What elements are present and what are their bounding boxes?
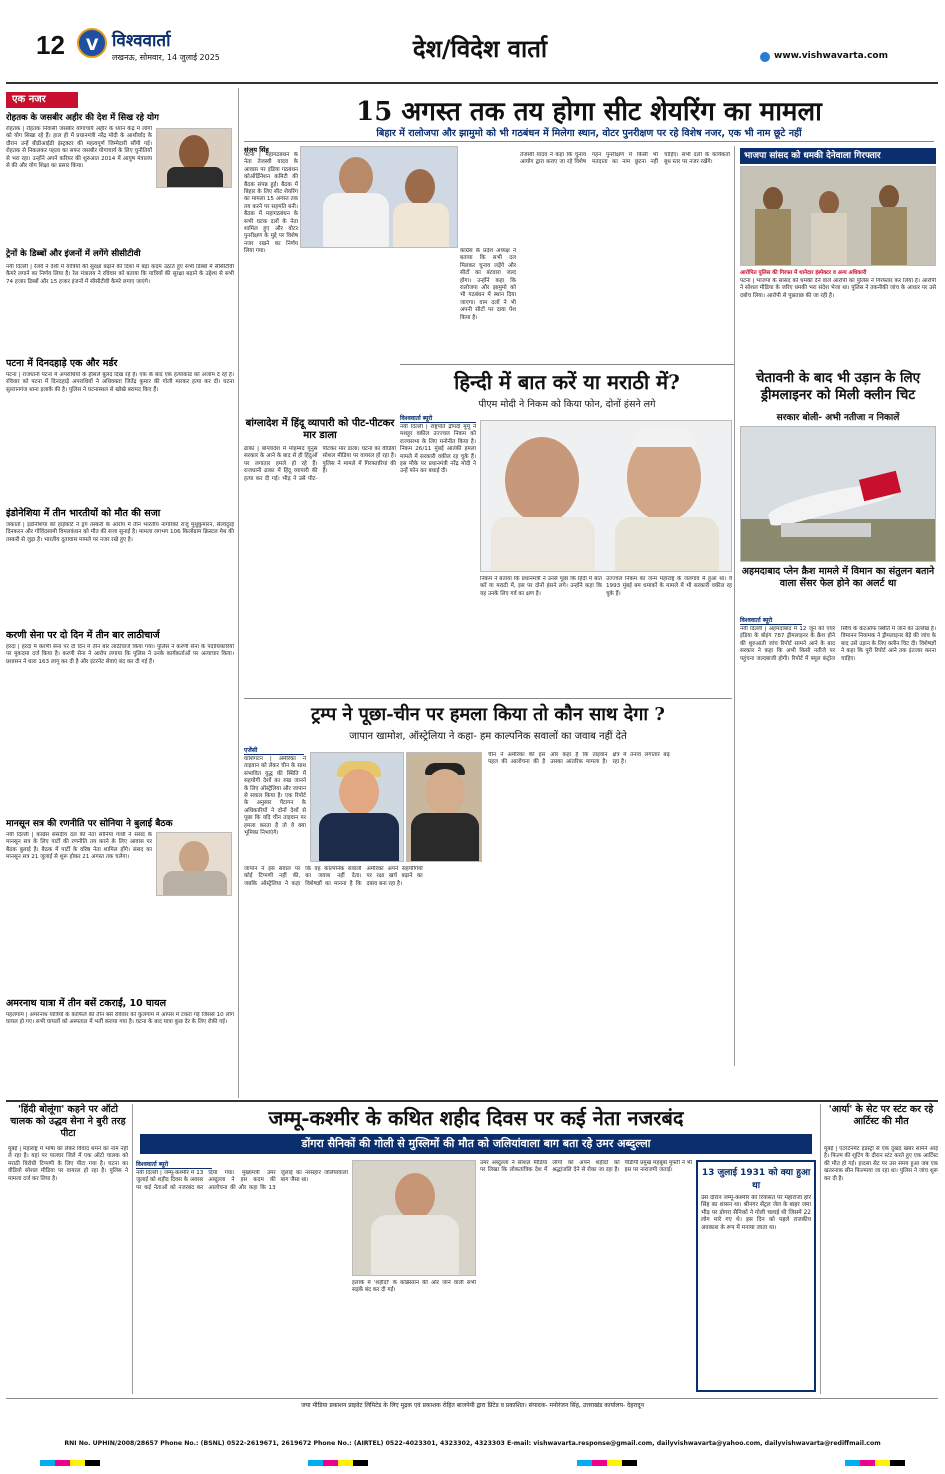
plane-wreck-photo: [740, 426, 936, 562]
story-4-body: जकार्ता | इंडोनेशिया की हाईकोर्ट ने ड्रग तस्करी के आरोप में तीन भारतीय नागरिकों राजू मुथुकुमारन, सेल्वदुरई दिनकरन और गोविंदसामी विमलकंधन को मौत की सजा सुनाई है। मामला लगभग 106 किलोग्राम क्रिस्टल मेथ की तस्करी से जुड़ा है। भारतीय दूतावास मामले पर नजर रखे हुए है।: [6, 522, 234, 543]
registration-marks: [0, 1460, 945, 1468]
story-4-headline: इंडोनेशिया में तीन भारतीयों को मौत की सजा: [6, 508, 161, 519]
lead-byline: संजय सिंह: [244, 146, 269, 154]
story-5-body: हरदा | हरदा में करणी सेना पर दो दिन में तीन बार लाठीचार्ज किया गया। पुलिस ने करणी सेना के पदाधिकारियों पर मुकदमा दर्ज किया है। करणी सेना ने आरोप लगाया कि पुलिस ने उनके कार्यकर्ताओं पर अत्याचार किया। प्रशासन ने धारा 163 लागू कर दी है और इंटरनेट सेवाएं बंद कर दी गई हैं।: [6, 644, 234, 665]
story-2-body: नयी दिल्ली | रेलवे ने देशी में यात्रियों की सुरक्षा बढ़ाने की दिशा में बड़ा कदम उठाते हुए सभी डिब्बों में सीसीटीवी कैमरे लगाने का निर्णय लिया है। रेल मंत्रालय ने रविवार को बताया कि यात्रियों की सुरक्षा बढ़ाने के उद्देश्य से सभी 74 हजार डिब्बों और 15 हजार इंजनों में सीसीटीवी कैमरे लगाए जाएंगे।: [6, 264, 234, 285]
logo-icon: V: [77, 28, 107, 58]
auto-driver-headline: 'हिंदी बोलूंगा' कहने पर ऑटो चालक को उद्धव सेना ने बुरी तरह पीटा: [10, 1104, 126, 1139]
story-7-body: पहलगाम | अमरनाथ यात्रियों के काफिले की तीन बसें रविवार को कुलगाम में आपस में टकरा गईं जिससे 10 लोग घायल हो गए। सभी घायलों को अस्पताल में भर्ती कराया गया है। घटना के बाद यात्रा कुछ देर के लिए रोकी गई।: [6, 1012, 234, 1026]
trump-deck: जापान खामोश, ऑस्ट्रेलिया ने कहा- हम काल्पनिक सवालों का जवाब नहीं देते: [349, 731, 627, 742]
trump-body-3: चीन ने अमेरिका की इस पहल की आलोचना की है और कहा है कि ताइवान उसका आंतरिक मामला है। क्षेत्र में तनाव लगातार बढ़ रहा है।: [488, 752, 670, 766]
history-box-headline: 13 जुलाई 1931 को क्या हुआ था: [701, 1168, 811, 1191]
hindi-agency: विश्ववार्ता ब्यूरो: [400, 414, 476, 423]
hindi-body-1: नयी दिल्ली | राष्ट्रपति द्रौपदी मुर्मू ने मशहूर वकील उज्ज्वल निकम को राज्यसभा के लिए मनोनीत किया है। निकम 26/11 मुंबई आतंकी हमला मामले में सरकारी वकील रह चुके हैं। इस मौके पर प्रधानमंत्री नरेंद्र मोदी ने उन्हें फोन कर बधाई दी।: [400, 424, 476, 475]
arrest-photo: [740, 166, 936, 266]
arrest-caption: आरोपित पुलिस की गिरफ्त में थानेदार इंस्पेक्टर व अन्य अधिकारी: [740, 270, 867, 276]
section-title: देश/विदेश वार्ता: [412, 35, 548, 63]
trump-body-2: जापान ने इस सवाल पर कोई टिप्पणी नहीं की, जबकि ऑस्ट्रेलिया ने कहा कि वह काल्पनिक सवालों का जवाब नहीं देता। विशेषज्ञों का मानना है कि अमेरिका अपने सहयोगियों पर रक्षा खर्च बढ़ाने का दबाव बना रहा है।: [244, 866, 423, 887]
jk-agency: विश्ववार्ता ब्यूरो: [136, 1160, 212, 1169]
hindi-body-2: निकम ने बताया कि प्रधानमंत्री ने उनसे पूछा कि हिंदी में बात करें या मराठी में, इस पर दोनों हंसने लगे। उन्होंने कहा कि यह उनके लिए गर्व का क्षण है।: [480, 576, 602, 597]
bangladesh-headline: बांग्लादेश में हिंदू व्यापारी को पीट-पीटकर मार डाला: [245, 418, 395, 441]
masthead: [0, 0, 945, 82]
story-1-body: रोहतक | रोहतक निवासी जसबीर योगाचार्य अहीर के ध्यान केंद्र में लोगों को योग सिखा रहे हैं। हाल ही में प्रधानमंत्री नरेंद्र मोदी के आशीर्वाद के दौरान उन्हें बीडीआईडी इंस्ट्रक्टर की महत्वपूर्ण जिम्मेदारी सौंपी गई। रोहतक से निकलकर पहला का सफर जसबीर योगाचार्य के लिए चुनौतियों से भरा रहा। उन्होंने अपने करियर की शुरुआत 2014 में आयुष मंत्रालय से की और योग शिक्षा का प्रसार किया।: [6, 126, 152, 170]
plane-headline: चेतावनी के बाद भी उड़ान के लिए ड्रीमलाइनर को मिली क्लीन चिट: [755, 370, 921, 403]
jk-body-1: नयी दिल्ली | जम्मू-कश्मीर में 13 जुलाई को शहीद दिवस के अवसर पर कई नेताओं को नजरबंद कर दिया गया। मुख्यमंत्री उमर अब्दुल्ला ने इस कदम की आलोचना की और कहा कि 13 जुलाई का नरसंहार जलियांवाला बाग जैसा था।: [136, 1170, 348, 1191]
footer-contact: RNI No. UPHIN/2008/28657 Phone No.: (BSNL) 0522-2619671, 2619672 Phone No.: (AIRTEL) 0522-4023301, 4323302, 4323303 E-mail: vishwavarta.response@gmail.com, dailyvishwavarta@yahoo.com, dailyvishwavarta@rediffmail.com: [64, 1440, 881, 1447]
sonia-gandhi-photo: [156, 832, 232, 896]
footer-imprint: जया मीडिया प्रकाशन प्राइवेट लिमिटेड के लिए मुद्रक एवं प्रकाशक रोहित बाजपेयी द्वारा प्रिंटेड व प्रकाशित। संपादक- मनोरंजन सिंह, उत्तराखंड कार्यालय- देहरादून: [301, 1402, 644, 1409]
omar-abdullah-photo: [352, 1160, 476, 1276]
plane-deck: सरकार बोली- अभी नतीजा न निकालें: [776, 413, 900, 423]
story-2-headline: ट्रेनों के डिब्बों और इंजनों में लगेंगे सीसीटीवी: [6, 249, 141, 259]
paper-name: विश्ववार्ता: [112, 31, 171, 51]
website-link[interactable]: www.vishwavarta.com: [774, 51, 888, 61]
aarya-headline: 'आर्या' के सेट पर स्टंट कर रहे आर्टिस्ट की मौत: [828, 1104, 934, 1127]
lead-headline: 15 अगस्त तक तय होगा सीट शेयरिंग का मामला: [356, 97, 822, 127]
aarya-body: मुंबई | एंटरटेनमेंट इंडस्ट्री से एक दुखद खबर सामने आई है। फिल्म की शूटिंग के दौरान स्टंट करते हुए एक आर्टिस्ट की मौत हो गई। हादसा सेट पर उस समय हुआ जब एक खतरनाक सीन फिल्माया जा रहा था। पुलिस ने जांच शुरू कर दी है।: [824, 1146, 938, 1182]
hindi-deck: पीएम मोदी ने निकम को किया फोन, दोनों हंसने लगे: [478, 399, 656, 410]
globe-icon: [760, 52, 770, 62]
trump-headline: ट्रम्प ने पूछा-चीन पर हमला किया तो कौन साथ देगा ?: [311, 704, 665, 725]
jk-deck: डोंगरा सैनिकों की गोली से मुस्लिमों की मौत को जलियांवाला बाग बता रहे उमर अब्दुल्ला: [140, 1134, 812, 1154]
story-6-headline: मानसून सत्र की रणनीति पर सोनिया ने बुलाई बैठक: [6, 819, 173, 829]
story-3-body: पटना | राजधानी पटना में अपराधियों के हौसले बुलंद दिख रहे हैं। एक के बाद एक हत्याकांड को अंजाम दे रहे हैं। रविवार को पटना में दिनदहाड़े अपराधियों ने अधिवक्ता जितेंद्र कुमार की गोली मारकर हत्या कर दी। घटना सुल्तानगंज थाना इलाके की है। पुलिस ने घटनास्थल से खोखे बरामद किए हैं।: [6, 372, 234, 393]
jk-headline: जम्मू-कश्मीर के कथित शहीद दिवस पर कई नेता नजरबंद: [268, 1106, 684, 1130]
auto-driver-body: मुंबई | महाराष्ट्र में भाषा को लेकर विवाद थमने का नाम नहीं ले रहा है। यहां पर पालघर जिले में एक ऑटो चालक को मराठी विरोधी टिप्पणी के लिए पीटा गया है। घटना का वीडियो सोशल मीडिया पर वायरल हो रहा है। पुलिस ने मामला दर्ज कर लिया है।: [8, 1146, 128, 1182]
page-number: 12: [36, 30, 65, 60]
story-5-headline: करणी सेना पर दो दिन में तीन बार लाठीचार्ज: [6, 630, 160, 641]
story-1-photo: [156, 128, 232, 188]
lead-body-col-2: कांग्रेस के प्रदेश अध्यक्ष ने बताया कि सभी दल मिलकर चुनाव लड़ेंगे और सीटों का बंटवारा जल्द होगा। उन्होंने कहा कि रालोजपा और झामुमो को भी गठबंधन में स्थान दिया जाएगा। वाम दलों ने भी अपनी सीटों पर दावा पेश किया है।: [460, 248, 516, 321]
history-box: [696, 1160, 816, 1392]
lead-deck: बिहार में रालोजपा और झामुमो को भी गठबंधन में मिलेगा स्थान, वोटर पुनरीक्षण पर रहे विशेष नजर, एक भी नाम छूटे नहीं: [376, 128, 802, 139]
story-3-headline: पटना में दिनदहाड़े एक और मर्डर: [6, 358, 118, 369]
story-1-headline: रोहतक के जसबीर अहीर की देश में सिख रहे योग: [6, 113, 159, 123]
trump-agency: एजेंसी: [244, 746, 304, 755]
omar-photo-caption: इलाके में 'शहीदों' के कब्रिस्तान की ओर जाने वाली सभी सड़कें बंद कर दी गईं।: [352, 1280, 476, 1294]
hindi-caption: उज्ज्वल निकम का जन्म महाराष्ट्र के जलगांव में हुआ था। वे 1993 मुंबई बम धमाकों के मामले में भी सरकारी वकील रह चुके हैं।: [606, 576, 732, 597]
story-7-headline: अमरनाथ यात्रा में तीन बसें टकराईं, 10 घायल: [6, 998, 167, 1009]
bangladesh-body: ढाका | बांग्लादेश में मोहम्मद यूनुस सरकार के आने के बाद से ही हिंदुओं पर लगातार हमले हो रहे हैं। राजधानी ढाका में हिंदू व्यापारी की हत्या कर दी गई। भीड़ ने उसे पीट-पीटकर मार डाला। घटना का वीडियो सोशल मीडिया पर वायरल हो रहा है। पुलिस ने मामले में गिरफ्तारियां की हैं।: [244, 446, 396, 482]
lead-body-col-3: तेजस्वी यादव ने कहा कि चुनाव आयोग द्वारा कराए जा रहे विशेष गहन पुनरीक्षण में किसी भी मतदाता का नाम छूटना नहीं चाहिए। सभी दलों के कार्यकर्ता बूथ स्तर पर नजर रखेंगे।: [520, 152, 730, 166]
lead-body-col-1: पटना | महागठबंधन के नेता तेजस्वी यादव के आवास पर इंडिया गठबंधन कोऑर्डिनेशन कमिटी की बैठक संपन्न हुई। बैठक में बिहार के लिए सीट शेयरिंग का मामला 15 अगस्त तक तय करने पर सहमति बनी। बैठक में महागठबंधन के सभी घटक दलों के नेता शामिल हुए और वोटर पुनरीक्षण के मुद्दे पर विशेष नजर रखने का निर्णय लिया गया।: [244, 152, 298, 255]
left-column: [6, 88, 234, 1098]
story-6-body: नयी दिल्ली | कांग्रेस संसदीय दल की नेता सोनिया गांधी ने संसद के मानसून सत्र के लिए पार्टी की रणनीति तय करने के लिए आवास पर बैठक बुलाई है। बैठक में पार्टी के वरिष्ठ नेता शामिल होंगे। संसद का मानसून सत्र 21 जुलाई से शुरू होकर 21 अगस्त तक चलेगा।: [6, 832, 152, 861]
plane-body: नयी दिल्ली | अहमदाबाद में 12 जून को एयर इंडिया के बोइंग 787 ड्रीमलाइनर के क्रैश होने की शुरुआती जांच रिपोर्ट सामने आने के बाद सरकार ने कहा कि अभी किसी नतीजे पर पहुंचना जल्दबाजी होगी। रिपोर्ट में फ्यूल कंट्रोल स्विच के कटऑफ स्थिति में जाने का उल्लेख है। विमानन नियामक ने ड्रीमलाइनर बेड़े की जांच के बाद उसे उड़ान के लिए क्लीन चिट दी। विशेषज्ञों ने कहा कि पूरी रिपोर्ट आने तक इंतजार करना चाहिए।: [740, 626, 936, 662]
plane-subhead: अहमदाबाद प्लेन क्रैश मामले में विमान का संतुलन बताने वाला सेंसर फेल होने का अलर्ट था: [741, 566, 935, 589]
nikam-modi-photo: [480, 420, 732, 572]
dateline: लखनऊ, सोमवार, 14 जुलाई 2025: [112, 53, 220, 62]
arrest-body: पटना | भाजपा के सांसद को धमकी देने वाले आरोपी को पुलिस ने गिरफ्तार कर लिया है। आरोपी ने सोशल मीडिया के जरिए धमकी भरा संदेश भेजा था। पुलिस ने तकनीकी जांच के आधार पर उसे दबोच लिया। आरोपी से पूछताछ की जा रही है।: [740, 278, 936, 299]
xi-jinping-photo: [406, 752, 482, 862]
arrest-headline: भाजपा सांसद को धमकी देनेवाला गिरफ्तार: [740, 148, 936, 164]
hindi-headline: हिन्दी में बात करें या मराठी में?: [454, 370, 680, 394]
history-box-body: उस दौरान जम्मू-कश्मीर की रियासत पर महाराजा हरि सिंह का शासन था। श्रीनगर सेंट्रल जेल के बाहर जमा भीड़ पर डोगरा सैनिकों ने गोली चलाई थी जिसमें 22 लोग मारे गए थे। इस दिन को पहले राजकीय अवकाश के रूप में मनाया जाता था।: [701, 1195, 811, 1231]
lead-photo: [300, 146, 458, 248]
trump-photo: [310, 752, 404, 862]
plane-agency: विश्ववार्ता ब्यूरो: [740, 616, 802, 625]
trump-body-1: वाशिंगटन | अमेरिका ने ताइवान को लेकर चीन के साथ संभावित युद्ध की स्थिति में सहयोगी देशों का रुख जानने के लिए ऑस्ट्रेलिया और जापान से सवाल किया है। एक रिपोर्ट के अनुसार पेंटागन के अधिकारियों ने दोनों देशों से पूछा कि यदि चीन ताइवान पर हमला करता है तो वे क्या भूमिका निभाएंगे।: [244, 756, 306, 837]
jk-body-2: उमर अब्दुल्ला ने सोशल मीडिया पर लिखा कि लोकतांत्रिक देश में लोगों को अपने शहीदों को श्रद्धांजलि देने से रोका जा रहा है। पीडीपी प्रमुख महबूबा मुफ्ती ने भी इस पर नाराजगी जताई।: [480, 1160, 692, 1174]
ek-nazar-tag: एक नजर: [6, 92, 78, 108]
